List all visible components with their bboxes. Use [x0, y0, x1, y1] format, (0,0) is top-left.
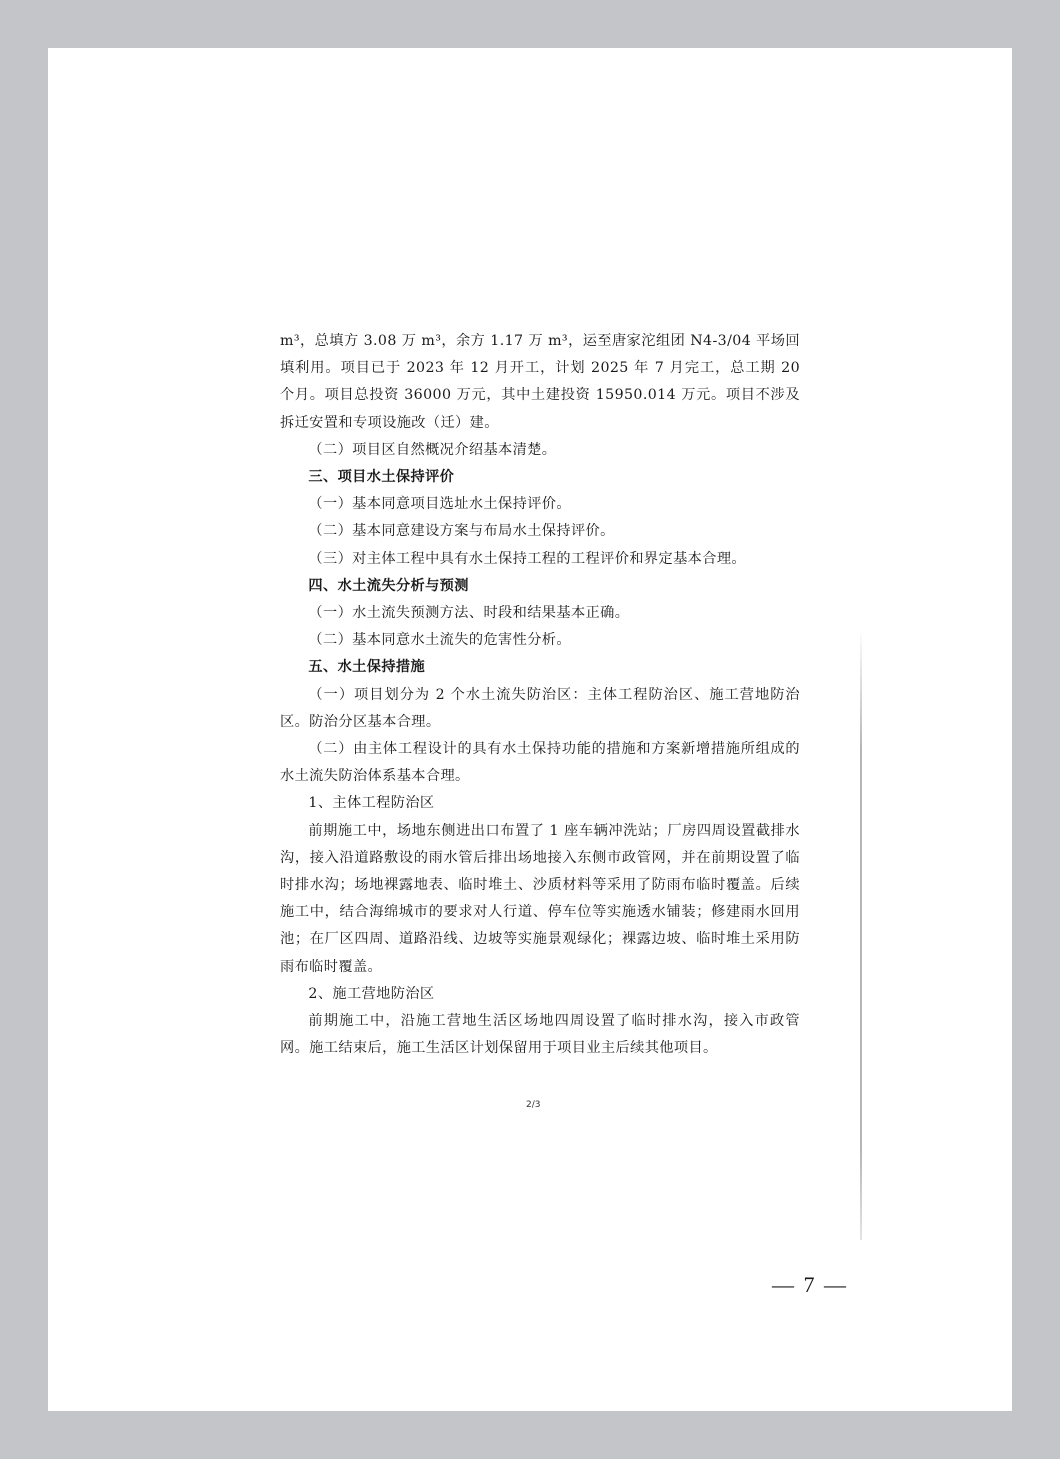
paragraph-5-1: （一）项目划分为 2 个水土流失防治区：主体工程防治区、施工营地防治区。防治分区基本合理。	[280, 686, 800, 730]
paragraph-4-1: （一）水土流失预测方法、时段和结果基本正确。	[308, 605, 630, 622]
subheading-main-works-zone: 1、主体工程防治区	[308, 795, 435, 812]
document-page	[48, 48, 1012, 1411]
inner-page-number: 2/3	[526, 1100, 541, 1110]
paragraph-3-2: （二）基本同意建设方案与布局水土保持评价。	[308, 523, 615, 540]
paragraph-camp-measures: 前期施工中，沿施工营地生活区场地四周设置了临时排水沟，接入市政管网。施工结束后，施工生活区计划保留用于项目业主后续其他项目。	[280, 1013, 800, 1057]
outer-page-number: — 7 —	[772, 1272, 848, 1297]
scan-edge-line	[860, 628, 862, 1240]
paragraph-3-3: （三）对主体工程中具有水土保持工程的工程评价和界定基本合理。	[308, 550, 747, 567]
heading-section-5: 五、水土保持措施	[308, 659, 426, 676]
paragraph-5-2: （二）由主体工程设计的具有水土保持功能的措施和方案新增措施所组成的水土流失防治体系基本合理。	[280, 741, 800, 785]
subheading-camp-zone: 2、施工营地防治区	[308, 985, 435, 1002]
paragraph-project-summary: m³，总填方 3.08 万 m³，余方 1.17 万 m³，运至唐家沱组团 N4-3/04 平场回填利用。项目已于 2023 年 12 月开工，计划 2025 年 7 月完工，总工期 20 个月。项目总投资 36000 万元，其中土建投资 15950.014 万元。项目不涉及拆迁安置和专项设施改（迁）建。	[280, 333, 800, 431]
heading-section-3: 三、项目水土保持评价	[308, 469, 455, 486]
paragraph-3-1: （一）基本同意项目选址水土保持评价。	[308, 496, 571, 513]
paragraph-4-2: （二）基本同意水土流失的危害性分析。	[308, 632, 571, 649]
paragraph-main-works-measures: 前期施工中，场地东侧进出口布置了 1 座车辆冲洗站；厂房四周设置截排水沟，接入沿道路敷设的雨水管后排出场地接入东侧市政管网，并在前期设置了临时排水沟；场地裸露地表、临时堆土、沙质材料等采用了防雨布临时覆盖。后续施工中，结合海绵城市的要求对人行道、停车位等实施透水铺装；修建雨水回用池；在厂区四周、道路沿线、边坡等实施景观绿化；裸露边坡、临时堆土采用防雨布临时覆盖。	[280, 822, 800, 975]
heading-section-4: 四、水土流失分析与预测	[308, 577, 469, 594]
document-body	[280, 328, 800, 1062]
paragraph-natural-conditions: （二）项目区自然概况介绍基本清楚。	[308, 441, 557, 458]
